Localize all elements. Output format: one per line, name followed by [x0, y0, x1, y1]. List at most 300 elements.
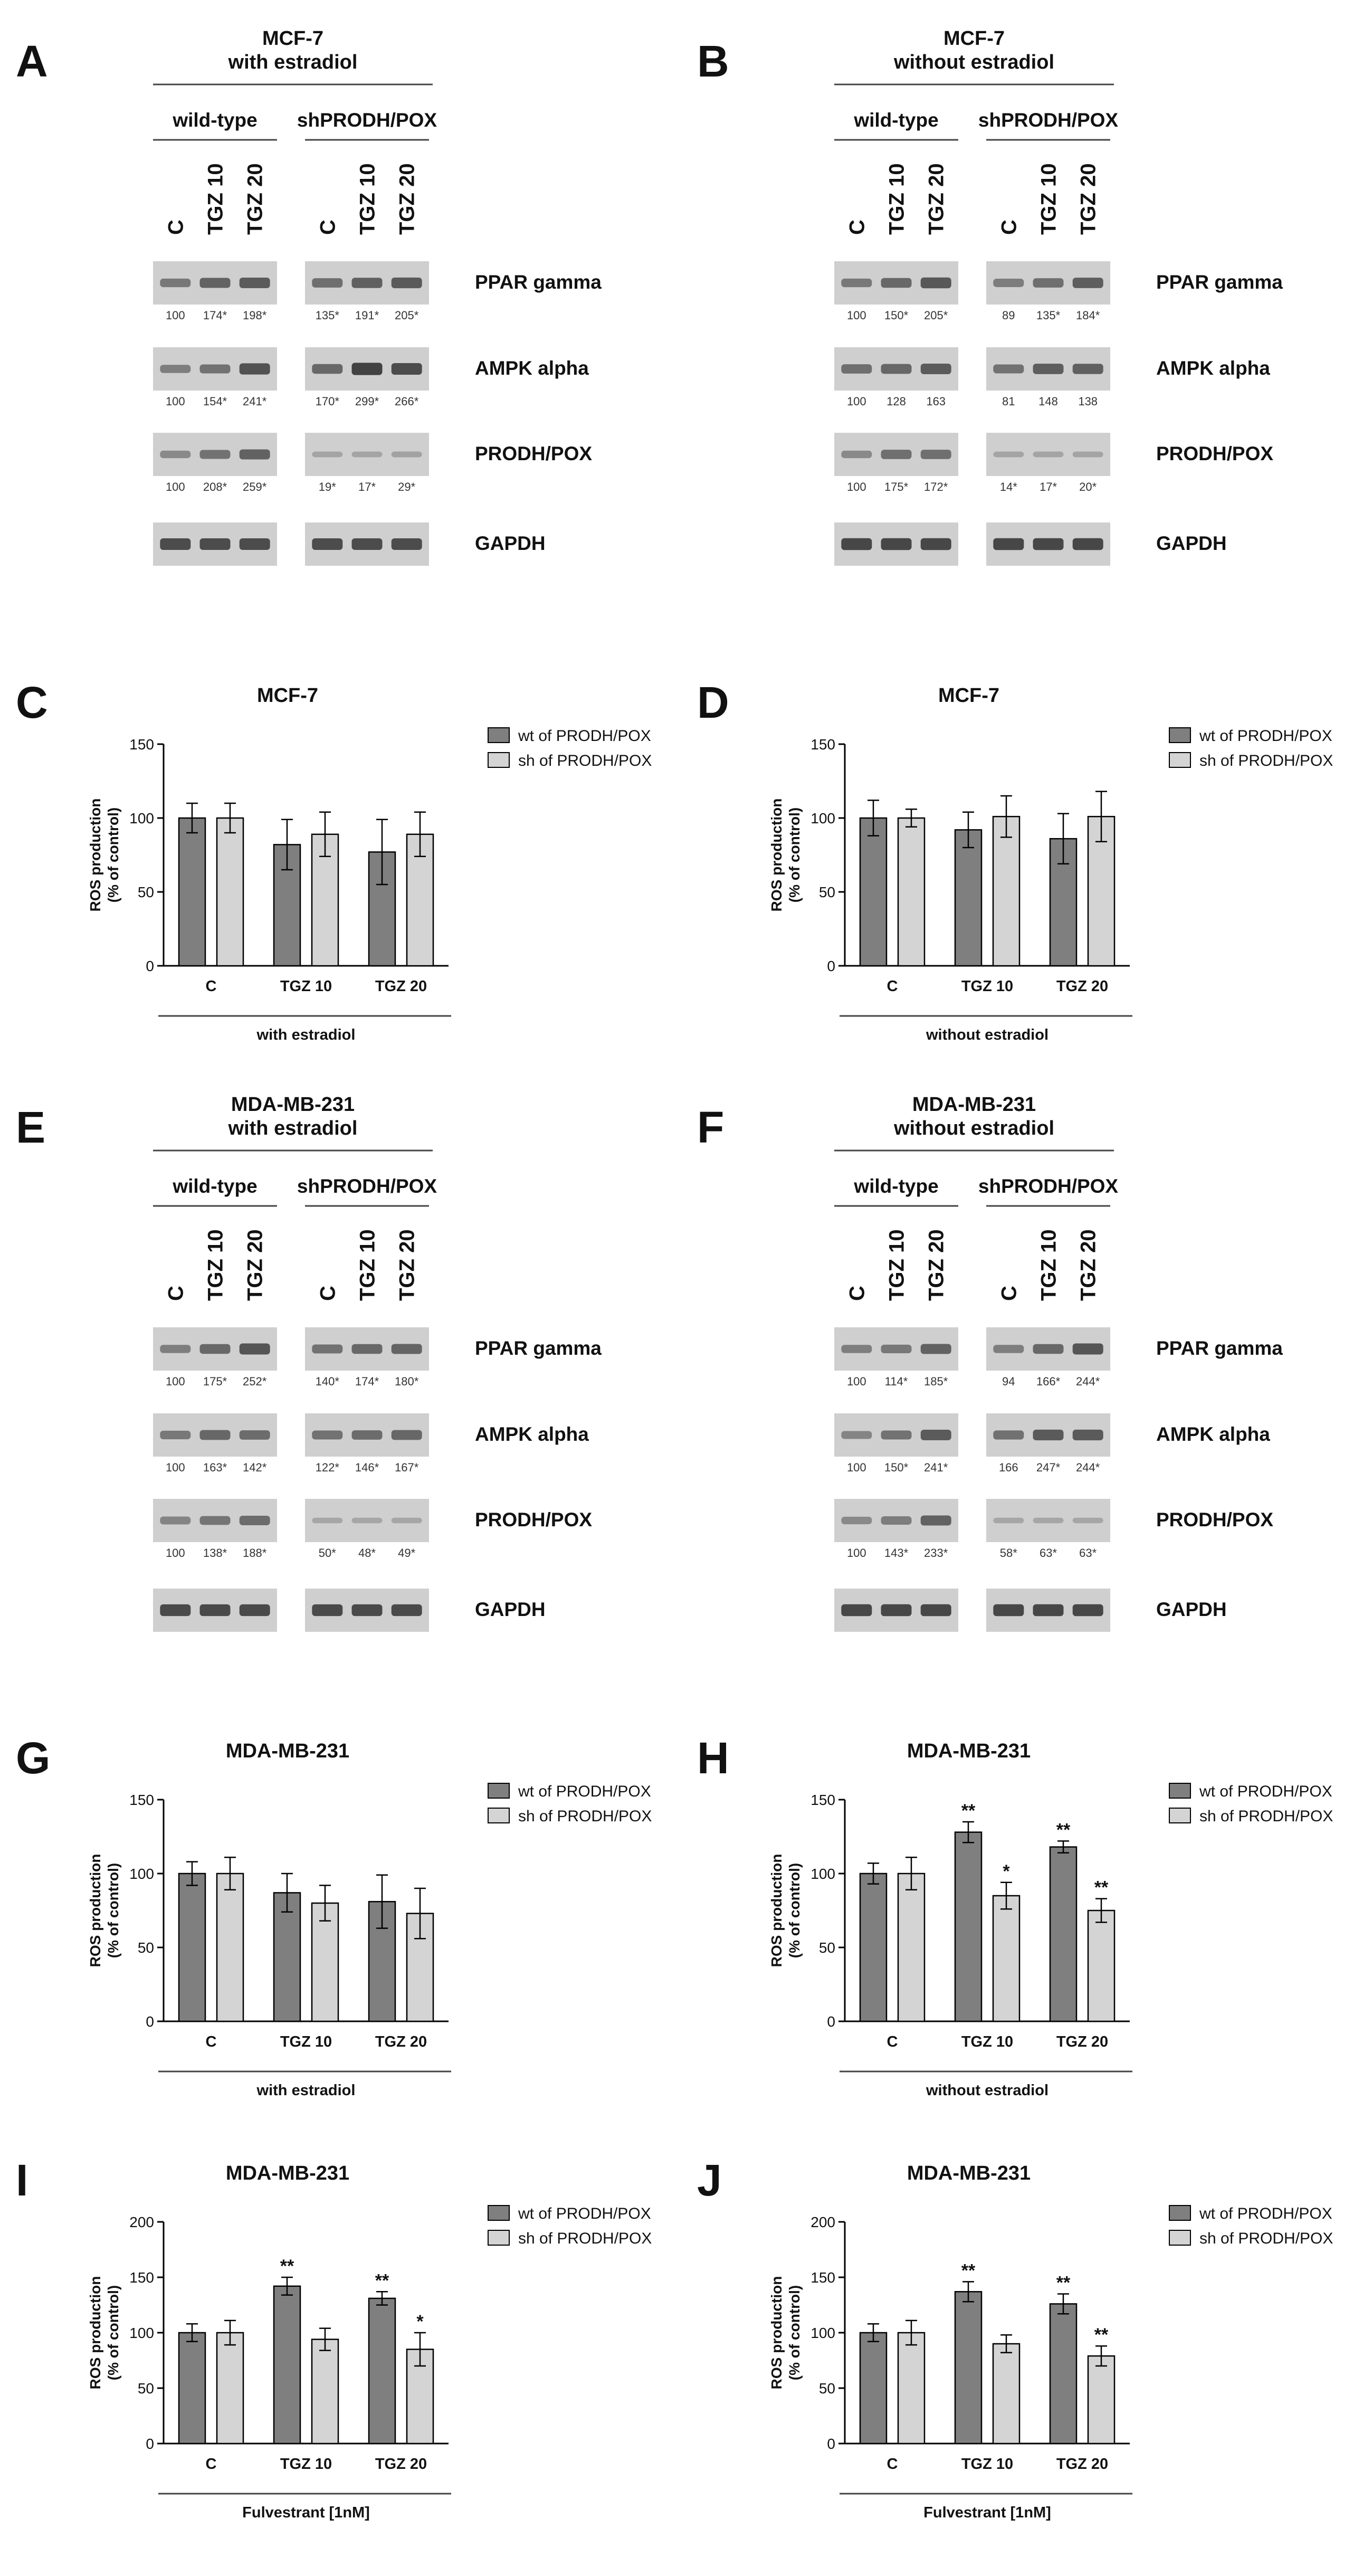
panel-subtitle: without estradiol — [894, 51, 1054, 73]
protein-label: PPAR gamma — [475, 1337, 602, 1359]
quant-value: 244* — [1076, 1375, 1100, 1388]
bar — [179, 1874, 205, 2021]
protein-band — [921, 1430, 951, 1440]
x-category-label: TGZ 20 — [1056, 2456, 1109, 2473]
group-label: shPRODH/POX — [297, 1175, 437, 1197]
y-axis-label-line: (% of control) — [105, 807, 121, 903]
quant-value: 175* — [884, 480, 909, 493]
quant-value: 100 — [846, 480, 866, 493]
lane-label: TGZ 10 — [1037, 1229, 1061, 1301]
quant-value: 167* — [395, 1461, 419, 1474]
panel-title: MCF-7 — [943, 27, 1005, 50]
y-axis-label-line: ROS production — [87, 2276, 103, 2390]
legend-swatch — [488, 1808, 509, 1823]
bar — [274, 2286, 300, 2444]
quant-value: 163 — [926, 395, 946, 408]
x-category-label: C — [887, 978, 898, 995]
quant-value: 299* — [355, 395, 379, 408]
significance-mark: ** — [1094, 2325, 1109, 2345]
y-tick-label: 50 — [818, 1940, 835, 1956]
protein-band — [200, 365, 231, 374]
protein-band — [841, 1604, 872, 1617]
panel-label: E — [16, 1102, 46, 1152]
panel-title: MDA-MB-231 — [912, 1094, 1036, 1116]
lane-label: C — [316, 1286, 340, 1301]
quant-value: 81 — [1002, 395, 1015, 408]
protein-band — [1033, 364, 1064, 374]
y-tick-label: 150 — [811, 2269, 835, 2286]
protein-label: GAPDH — [1156, 1599, 1227, 1620]
blot-row — [834, 1589, 1227, 1632]
protein-band — [240, 1344, 270, 1355]
bar — [898, 1874, 924, 2021]
x-category-label: TGZ 20 — [1056, 2033, 1109, 2050]
y-axis-label — [768, 1854, 803, 1967]
protein-band — [993, 538, 1024, 550]
lane-label: C — [997, 1286, 1021, 1301]
significance-mark: ** — [961, 1801, 976, 1821]
protein-band — [312, 452, 342, 458]
bar — [217, 818, 243, 966]
lane-label: TGZ 20 — [924, 1229, 948, 1301]
legend-swatch — [1169, 1808, 1190, 1823]
x-category-label: TGZ 20 — [375, 2033, 427, 2050]
quant-value: 138* — [203, 1546, 227, 1560]
significance-mark: ** — [375, 2270, 389, 2291]
quant-value: 58* — [999, 1546, 1017, 1560]
x-category-label: C — [887, 2033, 898, 2050]
quant-value: 146* — [355, 1461, 379, 1474]
protein-band — [312, 538, 342, 550]
lane-label: TGZ 10 — [204, 1229, 227, 1301]
legend-entry: sh of PRODH/POX — [518, 752, 652, 769]
protein-band — [160, 538, 190, 550]
protein-band — [921, 450, 951, 459]
y-axis-label-line: ROS production — [768, 798, 785, 912]
bar — [955, 1832, 981, 2021]
y-tick-label: 0 — [146, 2436, 154, 2452]
blot-row — [834, 433, 1273, 493]
protein-band — [392, 538, 422, 550]
protein-band — [841, 1517, 872, 1524]
bar — [993, 816, 1019, 966]
bar — [1050, 2304, 1076, 2444]
group-label: shPRODH/POX — [978, 1175, 1119, 1197]
blot-row — [153, 347, 589, 408]
condition-label: with estradiol — [256, 1026, 356, 1043]
y-axis-label-line: (% of control) — [105, 1862, 121, 1959]
lane-label: TGZ 20 — [395, 1229, 419, 1301]
blot-panel-e — [16, 1094, 602, 1632]
quant-value: 17* — [1039, 480, 1057, 493]
quant-value: 259* — [243, 480, 267, 493]
quant-value: 208* — [203, 480, 227, 493]
protein-band — [881, 1516, 912, 1525]
chart-title: MDA-MB-231 — [225, 2162, 350, 2184]
blot-row — [153, 522, 546, 566]
protein-band — [200, 1344, 231, 1354]
protein-band — [881, 278, 912, 288]
protein-band — [312, 364, 342, 374]
protein-band — [993, 1604, 1024, 1617]
legend-entry: sh of PRODH/POX — [518, 1808, 652, 1825]
x-category-label: TGZ 10 — [961, 978, 1014, 995]
protein-band — [841, 279, 872, 287]
protein-band — [1033, 1430, 1064, 1440]
chart-panel-h — [697, 1733, 1333, 2099]
y-axis-label-line: (% of control) — [786, 807, 803, 903]
protein-label: AMPK alpha — [475, 357, 589, 379]
protein-band — [200, 1430, 231, 1440]
protein-band — [352, 452, 383, 458]
blot-row — [834, 1413, 1270, 1474]
y-axis-label — [87, 1854, 121, 1967]
bar — [955, 2292, 981, 2444]
protein-band — [993, 1430, 1024, 1439]
panel-label: C — [16, 678, 48, 727]
quant-value: 48* — [358, 1546, 376, 1560]
chart-title: MDA-MB-231 — [907, 2162, 1031, 2184]
protein-band — [160, 365, 190, 373]
y-tick-label: 50 — [818, 2380, 835, 2397]
protein-band — [160, 1345, 190, 1353]
protein-label: GAPDH — [1156, 533, 1227, 554]
bar — [860, 1874, 887, 2021]
protein-band — [993, 279, 1024, 287]
quant-value: 100 — [846, 1461, 866, 1474]
protein-band — [993, 452, 1024, 458]
protein-band — [352, 538, 383, 550]
quant-value: 49* — [398, 1546, 416, 1560]
panel-label: J — [697, 2155, 722, 2205]
x-category-label: C — [887, 2456, 898, 2473]
protein-band — [312, 278, 342, 288]
quant-value: 180* — [395, 1375, 419, 1388]
significance-mark: * — [416, 2312, 424, 2332]
protein-band — [392, 363, 422, 375]
protein-band — [1073, 1604, 1103, 1617]
quant-value: 175* — [203, 1375, 227, 1388]
quant-value: 14* — [999, 480, 1017, 493]
quant-value: 252* — [243, 1375, 267, 1388]
protein-label: PPAR gamma — [475, 271, 602, 293]
bar — [217, 2333, 243, 2444]
protein-band — [841, 1345, 872, 1353]
legend-swatch — [488, 2206, 509, 2220]
lane-label: TGZ 10 — [204, 163, 227, 235]
legend-swatch — [1169, 1783, 1190, 1798]
y-tick-label: 0 — [146, 958, 154, 974]
quant-value: 188* — [243, 1546, 267, 1560]
protein-band — [1033, 278, 1064, 288]
y-tick-label: 100 — [811, 2325, 835, 2341]
protein-band — [352, 363, 383, 375]
quant-value: 247* — [1036, 1461, 1061, 1474]
condition-label: Fulvestrant [1nM] — [923, 2504, 1051, 2521]
quant-value: 140* — [315, 1375, 339, 1388]
bar — [1088, 1910, 1114, 2021]
protein-band — [993, 365, 1024, 374]
lane-label: C — [997, 220, 1021, 235]
blot-row — [834, 522, 1227, 566]
protein-band — [352, 1430, 383, 1440]
lane-label: TGZ 20 — [243, 163, 267, 235]
legend-swatch — [1169, 2230, 1190, 2245]
x-category-label: TGZ 10 — [280, 2033, 332, 2050]
panel-label: H — [697, 1733, 729, 1783]
legend-swatch — [1169, 753, 1190, 767]
legend-entry: wt of PRODH/POX — [1199, 1783, 1332, 1800]
panel-title: MCF-7 — [262, 27, 324, 50]
y-tick-label: 150 — [811, 736, 835, 753]
blot-row — [153, 1589, 546, 1632]
protein-band — [240, 538, 270, 550]
chart-panel-c — [16, 678, 652, 1043]
protein-band — [240, 449, 270, 459]
quant-value: 172* — [924, 480, 948, 493]
protein-band — [921, 538, 951, 550]
quant-value: 244* — [1076, 1461, 1100, 1474]
protein-label: AMPK alpha — [475, 1423, 589, 1445]
bar — [179, 2333, 205, 2444]
protein-band — [921, 1515, 951, 1525]
y-axis-label-line: ROS production — [87, 1853, 103, 1967]
quant-value: 29* — [398, 480, 416, 493]
protein-band — [240, 1604, 270, 1616]
y-axis-label-line: ROS production — [768, 1853, 785, 1967]
protein-band — [881, 1345, 912, 1353]
protein-band — [1033, 1604, 1064, 1617]
legend-swatch — [488, 1783, 509, 1798]
group-label: shPRODH/POX — [978, 109, 1119, 131]
legend-entry: sh of PRODH/POX — [518, 2230, 652, 2247]
quant-value: 205* — [924, 309, 948, 322]
panel-label: A — [16, 36, 48, 86]
condition-label: with estradiol — [256, 2082, 356, 2099]
protein-band — [392, 1604, 422, 1616]
protein-band — [312, 1345, 342, 1354]
bar — [1050, 1847, 1076, 2021]
significance-mark: * — [1003, 1861, 1010, 1881]
quant-value: 135* — [315, 309, 339, 322]
protein-band — [160, 451, 190, 458]
protein-band — [881, 1604, 912, 1617]
protein-band — [200, 1516, 231, 1525]
panel-subtitle: with estradiol — [228, 51, 358, 73]
quant-value: 100 — [165, 1375, 185, 1388]
blot-panel-a — [16, 27, 602, 566]
quant-value: 19* — [318, 480, 336, 493]
lane-label: TGZ 20 — [395, 163, 419, 235]
panel-subtitle: with estradiol — [228, 1117, 358, 1139]
lane-label: TGZ 10 — [356, 1229, 379, 1301]
lane-label: TGZ 10 — [356, 163, 379, 235]
legend-entry: sh of PRODH/POX — [1199, 752, 1333, 769]
bar — [860, 818, 887, 966]
protein-band — [921, 1604, 951, 1617]
blot-panel-f — [697, 1094, 1283, 1632]
quant-value: 166* — [1036, 1375, 1061, 1388]
legend-entry: sh of PRODH/POX — [1199, 1808, 1333, 1825]
y-tick-label: 100 — [129, 810, 154, 826]
quant-value: 63* — [1079, 1546, 1097, 1560]
panel-title: MDA-MB-231 — [231, 1094, 355, 1116]
significance-mark: ** — [1094, 1877, 1109, 1898]
protein-band — [200, 278, 231, 288]
quant-value: 100 — [846, 309, 866, 322]
quant-value: 198* — [243, 309, 267, 322]
protein-band — [240, 363, 270, 374]
condition-label: without estradiol — [926, 1026, 1049, 1043]
bar — [1088, 2356, 1114, 2444]
quant-value: 50* — [318, 1546, 336, 1560]
protein-band — [1073, 1430, 1103, 1440]
y-tick-label: 50 — [137, 884, 154, 900]
y-axis-label — [87, 2276, 121, 2390]
legend-entry: wt of PRODH/POX — [518, 727, 651, 745]
bar — [955, 830, 981, 966]
quant-value: 135* — [1036, 309, 1061, 322]
group-label: wild-type — [173, 1175, 258, 1197]
protein-band — [160, 279, 190, 287]
y-tick-label: 100 — [129, 1866, 154, 1882]
protein-band — [1073, 1344, 1103, 1355]
y-tick-label: 200 — [129, 2214, 154, 2230]
legend-swatch — [488, 728, 509, 743]
protein-band — [881, 1431, 912, 1440]
protein-band — [160, 1517, 190, 1525]
y-tick-label: 0 — [827, 2436, 835, 2452]
quant-value: 89 — [1002, 309, 1015, 322]
lane-label: TGZ 10 — [885, 163, 909, 235]
blot-row — [153, 1327, 602, 1388]
quant-value: 174* — [203, 309, 227, 322]
protein-band — [392, 451, 422, 457]
y-tick-label: 0 — [827, 958, 835, 974]
group-label: wild-type — [854, 109, 939, 131]
quant-value: 166 — [998, 1461, 1018, 1474]
legend-entry: wt of PRODH/POX — [1199, 2205, 1332, 2222]
significance-mark: ** — [1056, 2273, 1071, 2293]
bar — [993, 1896, 1019, 2021]
y-tick-label: 150 — [129, 736, 154, 753]
lane-label: C — [845, 220, 869, 235]
y-tick-label: 0 — [146, 2013, 154, 2030]
chart-panel-d — [697, 678, 1333, 1043]
protein-band — [392, 1518, 422, 1524]
y-tick-label: 50 — [137, 1940, 154, 1956]
blot-row — [153, 433, 592, 493]
significance-mark: ** — [280, 2256, 294, 2276]
lane-label: C — [845, 1286, 869, 1301]
protein-band — [993, 1518, 1024, 1524]
y-tick-label: 50 — [137, 2380, 154, 2397]
protein-label: PRODH/POX — [1156, 443, 1274, 464]
quant-value: 63* — [1039, 1546, 1057, 1560]
quant-value: 100 — [165, 395, 185, 408]
blot-panel-b — [697, 27, 1283, 566]
protein-band — [921, 364, 951, 374]
lane-label: TGZ 10 — [1037, 163, 1061, 235]
protein-band — [392, 278, 422, 288]
protein-band — [921, 1344, 951, 1354]
protein-label: AMPK alpha — [1156, 1423, 1270, 1445]
y-tick-label: 100 — [811, 1866, 835, 1882]
protein-band — [1073, 1518, 1103, 1524]
bar — [312, 2340, 338, 2444]
protein-band — [200, 1604, 231, 1616]
protein-band — [881, 450, 912, 459]
protein-band — [1073, 278, 1103, 288]
protein-band — [352, 1518, 383, 1524]
blot-row — [834, 261, 1283, 322]
condition-label: Fulvestrant [1nM] — [242, 2504, 370, 2521]
chart-panel-i — [16, 2155, 652, 2521]
x-category-label: TGZ 10 — [961, 2033, 1014, 2050]
x-category-label: C — [205, 2456, 217, 2473]
legend-entry: sh of PRODH/POX — [1199, 2230, 1333, 2247]
protein-band — [841, 1431, 872, 1439]
quant-value: 100 — [846, 1375, 866, 1388]
group-label: wild-type — [854, 1175, 939, 1197]
y-axis-label — [768, 2276, 803, 2390]
y-axis-label-line: (% of control) — [786, 2285, 803, 2381]
protein-band — [1033, 1518, 1064, 1524]
quant-value: 241* — [243, 395, 267, 408]
quant-value: 100 — [846, 1546, 866, 1560]
quant-value: 100 — [165, 309, 185, 322]
protein-band — [841, 451, 872, 458]
quant-value: 100 — [165, 1461, 185, 1474]
quant-value: 266* — [395, 395, 419, 408]
quant-value: 100 — [165, 1546, 185, 1560]
legend-entry: wt of PRODH/POX — [1199, 727, 1332, 745]
legend-swatch — [1169, 2206, 1190, 2220]
protein-band — [352, 1344, 383, 1354]
protein-band — [312, 1518, 342, 1524]
protein-band — [312, 1604, 342, 1616]
protein-band — [921, 278, 951, 289]
y-tick-label: 100 — [129, 2325, 154, 2341]
bar — [860, 2333, 887, 2444]
bar — [369, 2298, 395, 2444]
chart-title: MDA-MB-231 — [907, 1740, 1031, 1762]
group-label: shPRODH/POX — [297, 109, 437, 131]
protein-band — [160, 1604, 190, 1616]
legend-swatch — [1169, 728, 1190, 743]
quant-value: 184* — [1076, 309, 1100, 322]
x-category-label: TGZ 10 — [280, 978, 332, 995]
x-category-label: C — [205, 2033, 217, 2050]
chart-title: MCF-7 — [256, 685, 319, 707]
panel-label: F — [697, 1102, 725, 1152]
quant-value: 17* — [358, 480, 376, 493]
lane-label: TGZ 20 — [1076, 163, 1100, 235]
protein-band — [1033, 538, 1064, 550]
bar — [217, 1874, 243, 2021]
protein-band — [240, 1430, 270, 1440]
protein-label: PRODH/POX — [475, 443, 593, 464]
quant-value: 114* — [884, 1375, 908, 1388]
quant-value: 233* — [924, 1546, 948, 1560]
x-category-label: TGZ 20 — [375, 978, 427, 995]
protein-band — [200, 538, 231, 550]
x-category-label: C — [205, 978, 217, 995]
quant-value: 150* — [884, 1461, 909, 1474]
protein-band — [352, 1604, 383, 1616]
quant-value: 148 — [1038, 395, 1058, 408]
quant-value: 150* — [884, 309, 909, 322]
